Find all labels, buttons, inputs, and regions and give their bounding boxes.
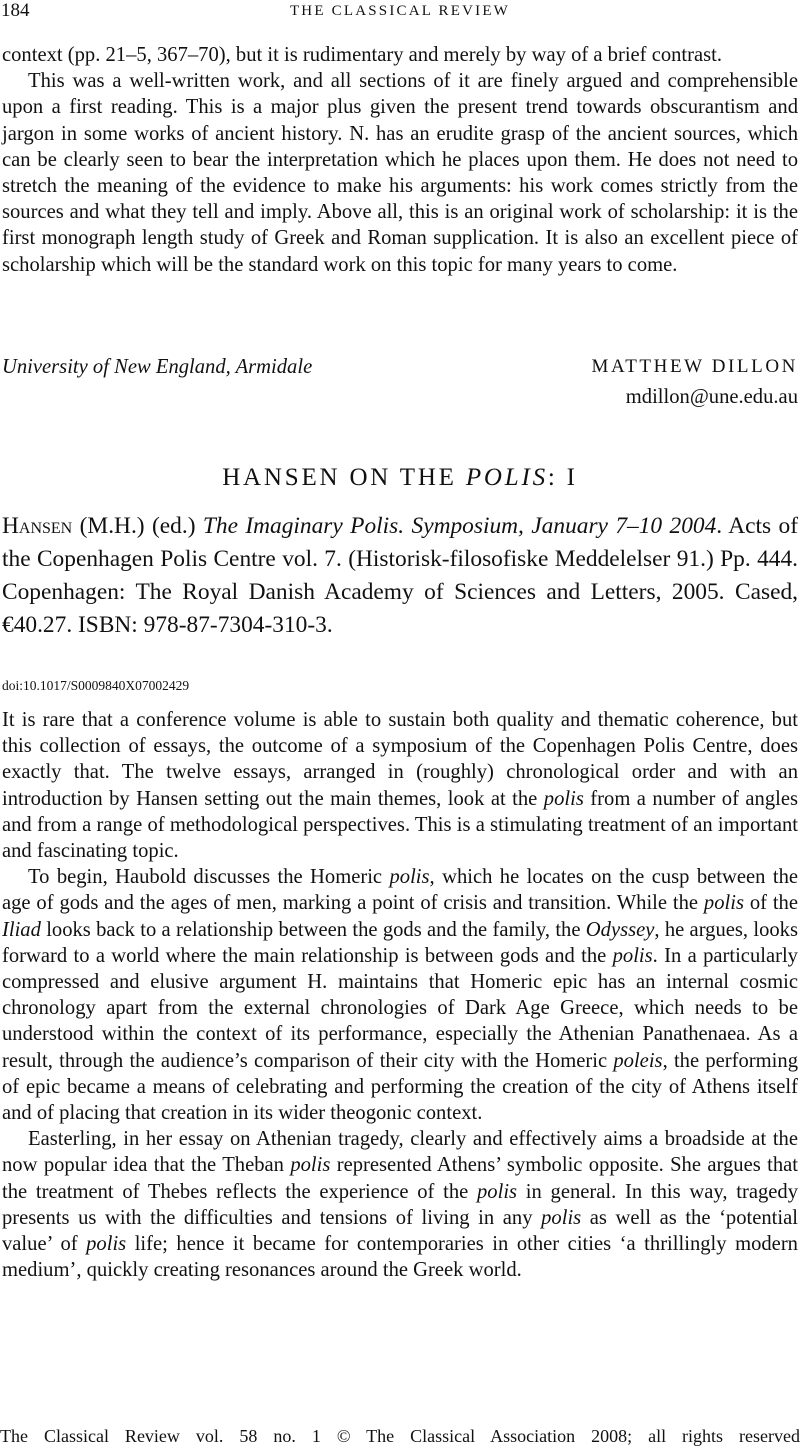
review-title-prefix: HANSEN ON THE [222,464,466,491]
conclusion-paragraph: This was a well-written work, and all sections of it are finely argued and comprehensible upon a first reading. This is a major plus given the present trend towards obscurantism and jargon in some works of ancient history. N. has an erudite grasp of the ancient sources, which can be clearly seen to bear the interpretation which he places upon them. He does not need to stretch the meaning of the evidence to make his arguments: his work comes strictly from the sources and what they tell and imply. Above all, this is an original work of scholarship: it is the first monograph length study of Greek and Roman supplication. It is also an excellent piece of scholarship which will be the standard work on this topic for many years to come. [2,70,798,276]
doi-line: doi:10.1017/S0009840X07002429 [2,678,190,693]
running-header [0,0,800,26]
reviewer-email: mdillon@une.edu.au [625,386,798,408]
body-paragraph-2: To begin, Haubold discusses the Homeric polis, which he locates on the cusp between the age of gods and the ages of men, marking a point of crisis and transition. While the polis of the Iliad looks back to a relationship between the gods and the family, the Odyssey, he argues, looks forward to a world where the main relationship is between gods and the polis. In a particularly compressed and elusive argument H. maintains that Homeric epic has an internal cosmic chronology apart from the external chronologies of Dark Age Greece, which needs to be understood within the context of its performance, especially the Athenian Panathenaea. As a result, through the audience’s comparison of their city with the Homeric poleis, the performing of epic became a means of celebrating and performing the creation of the city of Athens itself and of placing that creation in its wider theogonic context. [2,866,799,1125]
page-number: 184 [1,0,30,21]
copyright-footer: The Classical Review vol. 58 no. 1 © The Classical Association 2008; all rights reserved [0,1426,800,1446]
bib-book-title: The Imaginary Polis. Symposium, January 7–10 2004 [202,513,717,539]
reviewer-affiliation: University of New England, Armidale [2,356,313,378]
journal-running-title: THE CLASSICAL REVIEW [289,3,511,19]
reviewer-signature [0,354,800,380]
review-body [2,707,798,1283]
previous-review-continuation [2,42,798,278]
body-paragraph-3: Easterling, in her essay on Athenian tragedy, clearly and effectively aims a broadside at the now popular idea that the Theban polis represented Athens’ symbolic opposite. She argues that the treatment of Thebes reflects the experience of the polis in general. In this way, tragedy presents us with the difficulties and tensions of living in any polis as well as the ‘potential value’ of polis life; hence it became for contemporaries in other cities ‘a thrillingly modern medium’, quickly creating resonances around the Greek world. [2,1128,798,1282]
bib-details: . Acts of the Copenhagen Polis Centre vol. 7. (Historisk-filosofiske Meddelelser 91.) Pp. 444. Copenhagen: The Royal Danish Academy of Sciences and Letters, 2005. Cased, €40.27. ISBN: 978-87-7304-310-3. [2,513,798,638]
review-title-italic: POLIS [465,464,548,491]
review-title-suffix: : I [547,464,578,491]
continuation-paragraph: context (pp. 21–5, 367–70), but it is rudimentary and merely by way of a brief contrast. [2,44,723,66]
body-paragraph-1: It is rare that a conference volume is able to sustain both quality and thematic coherence, but this collection of essays, the outcome of a symposium of the Copenhagen Polis Centre, does exactly that. The twelve essays, arranged in (roughly) chronological order and with an introduction by Hansen setting out the main themes, look at the polis from a number of angles and from a range of methodological perspectives. This is a stimulating treatment of an important and fascinating topic. [2,709,798,863]
bib-initials: (M.H.) (ed.) [72,513,203,539]
reviewer-name: MATTHEW DILLON [591,356,798,377]
bibliographic-entry [2,510,798,642]
review-title [0,462,800,494]
bib-author: Hansen [2,513,73,539]
